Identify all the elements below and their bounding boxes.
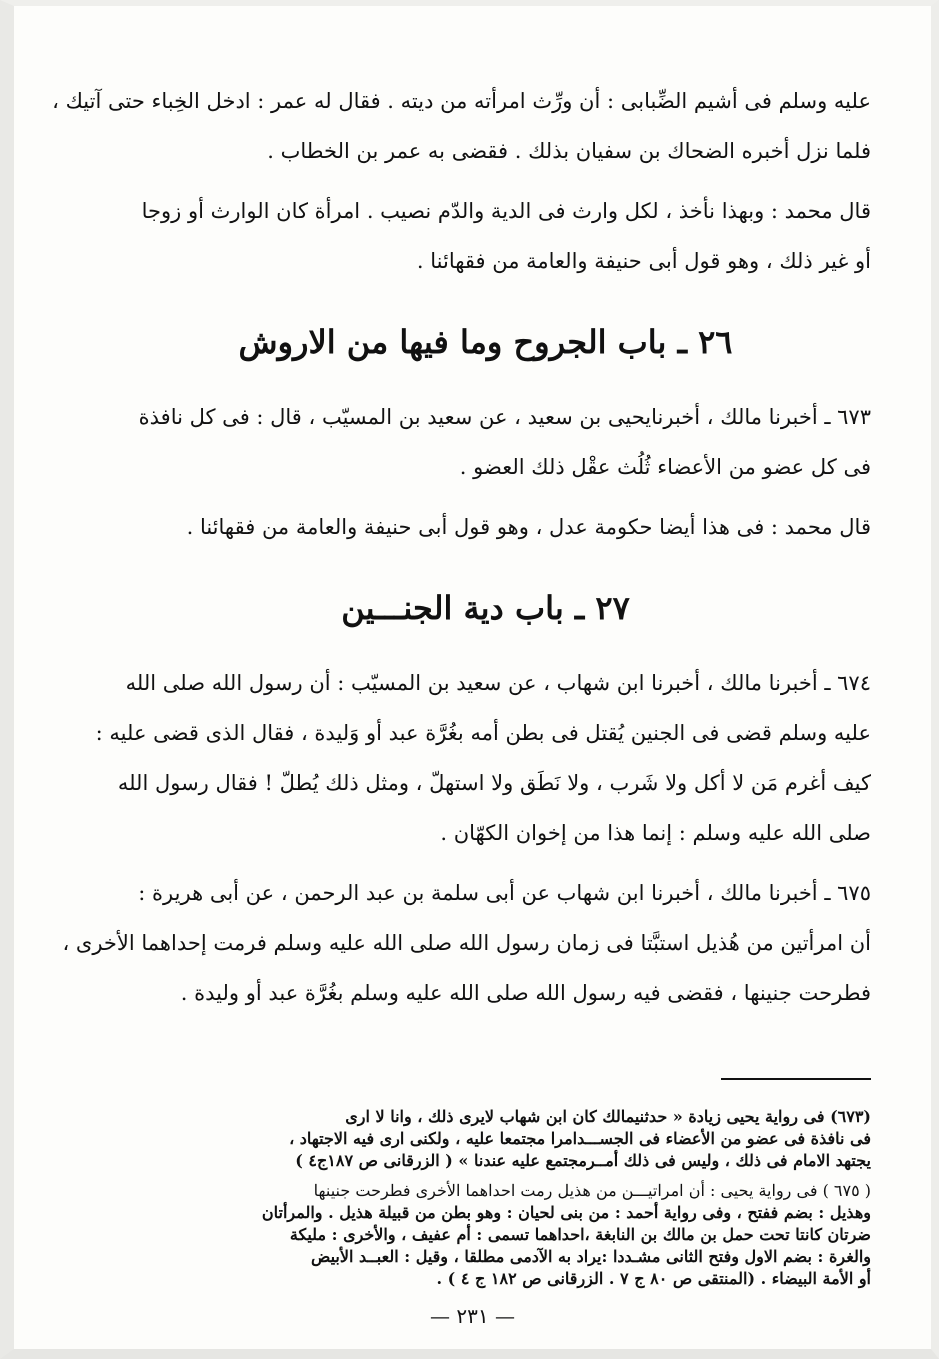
text-line: فطرحت جنينها ، فقضى فيه رسول الله صلى الله عليه وسلم بغُرَّة عبد أو وليدة . <box>180 981 871 1005</box>
text-line: صلى الله عليه وسلم : إنما هذا من إخوان الكهّان . <box>440 821 871 845</box>
chapter-heading-27: ٢٧ ـ باب دية الجنـــين <box>341 589 630 627</box>
hadith-674 <box>95 658 871 858</box>
hadith-675 <box>62 868 871 1018</box>
footnote-line: يجتهد الامام فى ذلك ، وليس فى ذلك أمــرمجتمع عليه عندنا » ( الزرقانى ص ١٨٧ج٤ ) <box>295 1151 871 1170</box>
text-line: عليه وسلم فى أشيم الضِّبابى : أن ورِّث امرأته من ديته . فقال له عمر : ادخل الخِباء حتى آتيك ، <box>52 89 871 113</box>
text-line: أن امرأتين من هُذيل استبَّتا فى زمان رسول الله صلى الله عليه وسلم فرمت إحداهما الأخرى ، <box>62 931 871 955</box>
footnote-line: (٦٧٣) فى رواية يحيى زيادة « حدثنيمالك كان ابن شهاب لايرى ذلك ، وانا لا ارى <box>345 1107 871 1126</box>
text-line: فى كل عضو من الأعضاء ثُلُث عقْل ذلك العضو . <box>459 455 871 479</box>
chapter-heading-26: ٢٦ ـ باب الجروح وما فيها من الاروش <box>238 323 733 361</box>
text-line: أو غير ذلك ، وهو قول أبى حنيفة والعامة من فقهائنا . <box>416 249 871 273</box>
hadith-673 <box>100 392 871 492</box>
page-content <box>52 76 871 1298</box>
paragraph-commentary <box>100 186 871 286</box>
text-line: فلما نزل أخبره الضحاك بن سفيان بذلك . فقضى به عمر بن الخطاب . <box>267 139 871 163</box>
footnote-line: وهذيل : بضم ففتح ، وفى رواية أحمد : من بنى لحيان : وهو بطن من قبيلة هذيل . والمرأتان <box>261 1203 871 1222</box>
footnote-675 <box>100 1180 871 1290</box>
text-line: ٦٧٤ ـ أخبرنا مالك ، أخبرنا ابن شهاب ، عن سعيد بن المسيّب : أن رسول الله صلى الله <box>125 671 871 695</box>
text-line: قال محمد : فى هذا أيضا حكومة عدل ، وهو قول أبى حنيفة والعامة من فقهائنا . <box>186 515 871 539</box>
footnote-divider <box>721 1078 871 1080</box>
text-line: كيف أغرم مَن لا أكل ولا شَرب ، ولا نَطَق ولا استهلّ ، ومثل ذلك يُطلّ ! فقال رسول الله <box>117 771 871 795</box>
footnote-line: والغرة : بضم الاول وفتح الثانى مشـددا :يراد به الآدمى مطلقا ، وقيل : العبــد الأبيض <box>310 1247 871 1266</box>
text-line: ٦٧٣ ـ أخبرنا مالك ، أخبرنايحيى بن سعيد ، عن سعيد بن المسيّب ، قال : فى كل نافذة <box>138 405 871 429</box>
footnote-673 <box>100 1106 871 1172</box>
page-number: — ٢٣١ — <box>430 1304 515 1328</box>
paragraph-intro <box>52 76 871 176</box>
text-line: قال محمد : وبهذا نأخذ ، لكل وارث فى الدية والدّم نصيب . امرأة كان الوارث أو زوجا <box>141 199 871 223</box>
footnote-line: ( ٦٧٥ ) فى رواية يحيى : أن امراتيـــن من هذيل رمت احداهما الأخرى فطرحت جنينها <box>313 1181 871 1200</box>
footnote-line: أو الأمة البيضاء . (المنتقى ص ٨٠ ج ٧ . الزرقانى ص ١٨٢ ج ٤ ) . <box>436 1269 871 1288</box>
footnote-line: ضرتان كانتا تحت حمل بن مالك بن النابغة ،احداهما تسمى : أم عفيف ، والأخرى : مليكة <box>289 1225 871 1244</box>
footnote-line: فى نافذة فى عضو من الأعضاء فى الجســـدامرا مجتمعا عليه ، ولكنى ارى فيه الاجتهاد ، <box>289 1129 871 1148</box>
text-line: عليه وسلم قضى فى الجنين يُقتل فى بطن أمه بغُرَّة عبد أو وَليدة ، فقال الذى قضى عليه : <box>95 721 871 745</box>
text-line: ٦٧٥ ـ أخبرنا مالك ، أخبرنا ابن شهاب عن أبى سلمة بن عبد الرحمن ، عن أبى هريرة : <box>138 881 871 905</box>
commentary-673 <box>100 502 871 552</box>
